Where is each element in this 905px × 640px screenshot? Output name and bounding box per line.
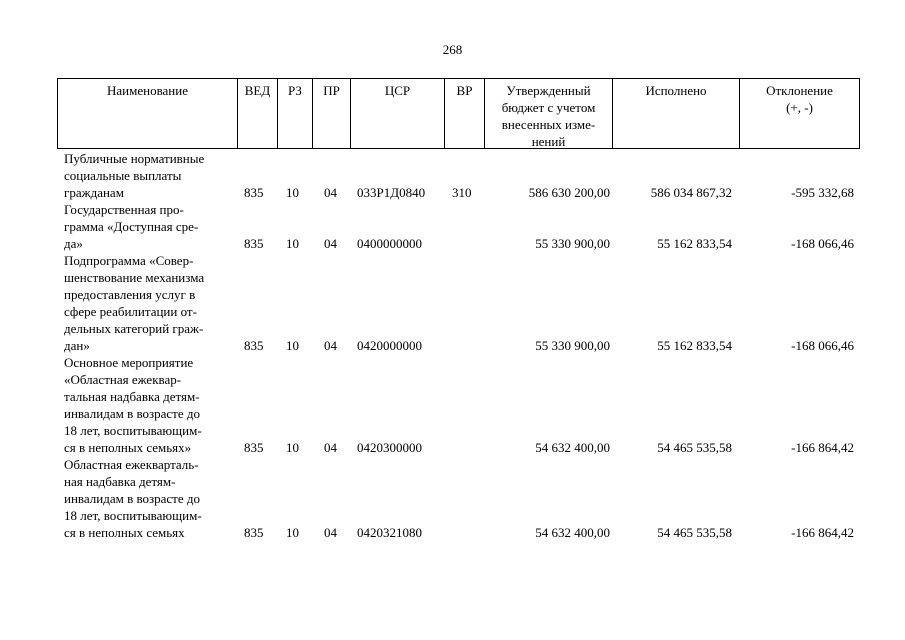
- header-ved: ВЕД: [237, 79, 277, 148]
- cell-pr: 04: [324, 525, 337, 540]
- cell-pr: 04: [324, 185, 337, 200]
- cell-rz: 10: [286, 440, 299, 455]
- row-name: Областная ежекварталь- ная надбавка детям- инвалидам в возрасте до 18 лет, воспитывающим- ся в неполных семьях: [64, 457, 202, 540]
- header-csr: ЦСР: [350, 79, 444, 148]
- cell-pr: 04: [324, 338, 337, 353]
- cell-done: 55 162 833,54: [657, 338, 732, 353]
- cell-budget: 55 330 900,00: [535, 338, 610, 353]
- cell-deviation: -168 066,46: [791, 338, 854, 353]
- cell-rz: 10: [286, 525, 299, 540]
- cell-deviation: -595 332,68: [791, 185, 854, 200]
- page-number: 268: [442, 42, 463, 57]
- cell-csr: 0420321080: [357, 525, 422, 540]
- cell-ved: 835: [244, 338, 264, 353]
- header-budget: Утвержденный бюджет с учетом внесенных изме- нений: [484, 79, 612, 148]
- cell-deviation: -166 864,42: [791, 525, 854, 540]
- header-rz: РЗ: [277, 79, 312, 148]
- header-vr: ВР: [444, 79, 484, 148]
- cell-done: 586 034 867,32: [650, 185, 732, 200]
- cell-ved: 835: [244, 440, 264, 455]
- header-done: Исполнено: [612, 79, 739, 148]
- cell-rz: 10: [286, 236, 299, 251]
- cell-budget: 586 630 200,00: [528, 185, 610, 200]
- cell-pr: 04: [324, 236, 337, 251]
- cell-vr: 310: [452, 185, 472, 200]
- row-name: Публичные нормативные социальные выплаты гражданам: [64, 151, 205, 200]
- row-name: Подпрограмма «Совер- шенствование механизма предоставления услуг в сфере реабилитации от- дельных категорий граж- дан»: [64, 253, 205, 353]
- row-name: Основное мероприятие «Областная ежеквар- тальная надбавка детям- инвалидам в возрасте до 18 лет, воспитывающим- ся в неполных семьях»: [64, 355, 202, 455]
- header-name: Наименование: [107, 83, 188, 98]
- header-pr: ПР: [312, 79, 350, 148]
- cell-csr: 033Р1Д0840: [357, 185, 426, 200]
- cell-budget: 54 632 400,00: [535, 525, 610, 540]
- cell-csr: 0400000000: [357, 236, 422, 251]
- cell-rz: 10: [286, 338, 299, 353]
- cell-csr: 0420000000: [357, 338, 422, 353]
- cell-deviation: -168 066,46: [791, 236, 854, 251]
- cell-done: 54 465 535,58: [657, 440, 732, 455]
- cell-csr: 0420300000: [357, 440, 422, 455]
- cell-budget: 54 632 400,00: [535, 440, 610, 455]
- cell-ved: 835: [244, 236, 264, 251]
- cell-pr: 04: [324, 440, 337, 455]
- cell-deviation: -166 864,42: [791, 440, 854, 455]
- cell-rz: 10: [286, 185, 299, 200]
- row-name: Государственная про- грамма «Доступная сре- да»: [64, 202, 199, 251]
- cell-ved: 835: [244, 525, 264, 540]
- header-deviation: Отклонение (+, -): [739, 79, 859, 148]
- cell-ved: 835: [244, 185, 264, 200]
- cell-done: 55 162 833,54: [657, 236, 732, 251]
- cell-budget: 55 330 900,00: [535, 236, 610, 251]
- cell-done: 54 465 535,58: [657, 525, 732, 540]
